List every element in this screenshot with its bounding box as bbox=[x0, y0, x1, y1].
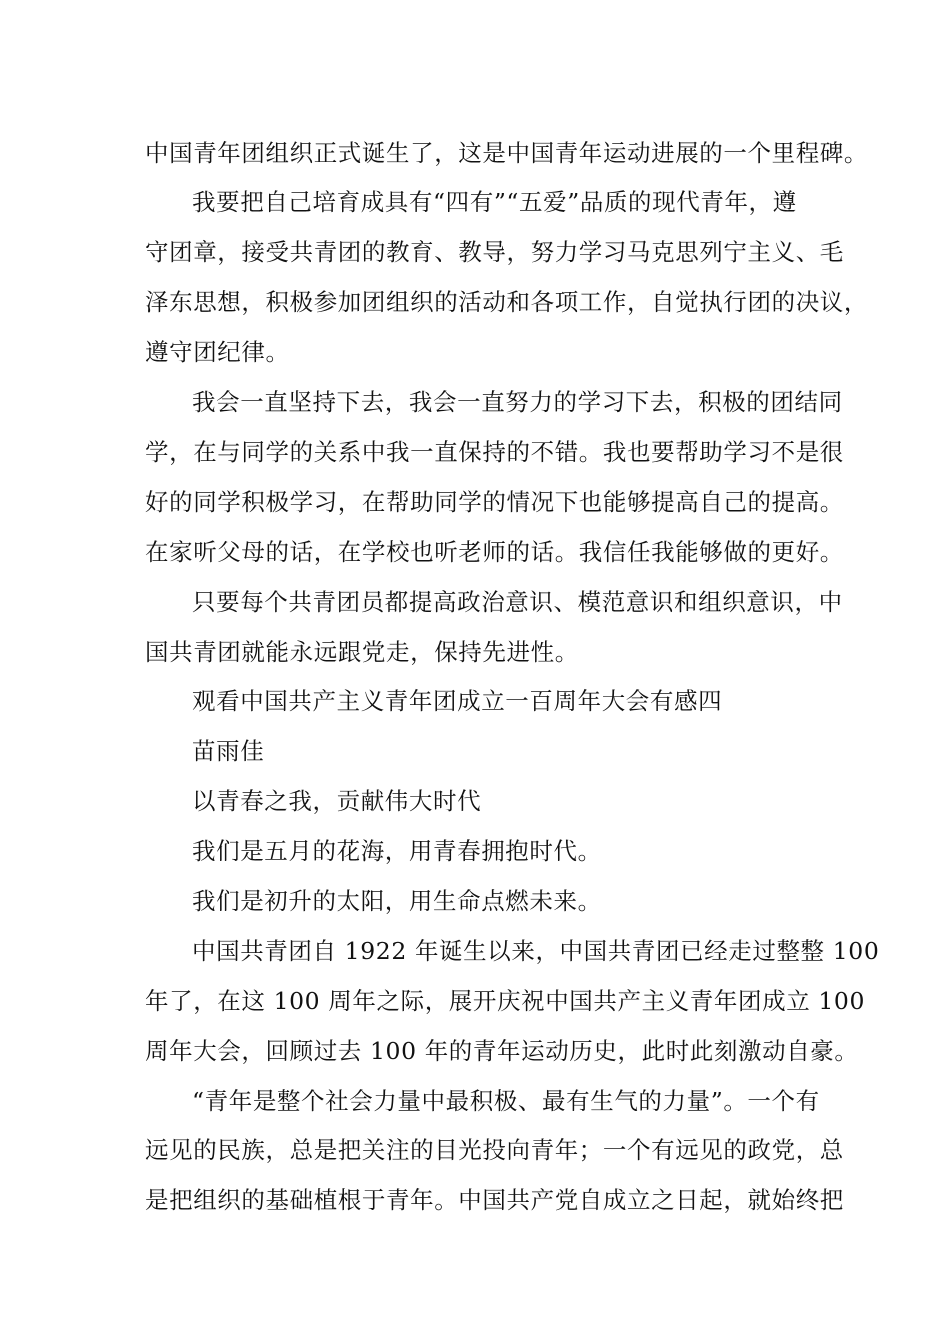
text-line: 守团章，接受共青团的教育、教导，努力学习马克思列宁主义、毛 bbox=[145, 238, 844, 266]
text-line: 中国共青团自 1922 年诞生以来，中国共青团已经走过整整 100 bbox=[192, 937, 880, 965]
text-line: 中国青年团组织正式诞生了，这是中国青年运动进展的一个里程碑。 bbox=[145, 139, 868, 167]
text-line: 年了，在这 100 周年之际，展开庆祝中国共产主义青年团成立 100 bbox=[145, 987, 866, 1015]
text-line: 是把组织的基础植根于青年。中国共产党自成立之日起，就始终把 bbox=[145, 1186, 844, 1214]
text-line: 我们是五月的花海，用青春拥抱时代。 bbox=[192, 837, 602, 865]
text-line: 我要把自己培育成具有“四有”“五爱”品质的现代青年，遵 bbox=[192, 188, 797, 216]
text-line: 我会一直坚持下去，我会一直努力的学习下去，积极的团结同 bbox=[192, 388, 843, 416]
text-line: 国共青团就能永远跟党走，保持先进性。 bbox=[145, 638, 579, 666]
text-line: 我们是初升的太阳，用生命点燃未来。 bbox=[192, 887, 602, 915]
text-line: 学，在与同学的关系中我一直保持的不错。我也要帮助学习不是很 bbox=[145, 438, 844, 466]
text-line: 遵守团纪律。 bbox=[145, 338, 290, 366]
essay-title: 以青春之我，贡献伟大时代 bbox=[192, 787, 482, 815]
text-line: 好的同学积极学习，在帮助同学的情况下也能够提高自己的提高。 bbox=[145, 488, 844, 516]
text-line: 远见的民族，总是把关注的目光投向青年；一个有远见的政党，总 bbox=[145, 1136, 844, 1164]
text-line: 泽东思想，积极参加团组织的活动和各项工作，自觉执行团的决议， bbox=[145, 288, 868, 316]
text-line: 只要每个共青团员都提高政治意识、模范意识和组织意识，中 bbox=[192, 588, 843, 616]
text-line: 在家听父母的话，在学校也听老师的话。我信任我能够做的更好。 bbox=[145, 538, 844, 566]
author-name: 苗雨佳 bbox=[192, 737, 265, 765]
section-heading: 观看中国共产主义青年团成立一百周年大会有感四 bbox=[192, 687, 723, 715]
text-line: “青年是整个社会力量中最积极、最有生气的力量”。一个有 bbox=[192, 1087, 820, 1115]
text-line: 周年大会，回顾过去 100 年的青年运动历史，此时此刻激动自豪。 bbox=[145, 1037, 859, 1065]
